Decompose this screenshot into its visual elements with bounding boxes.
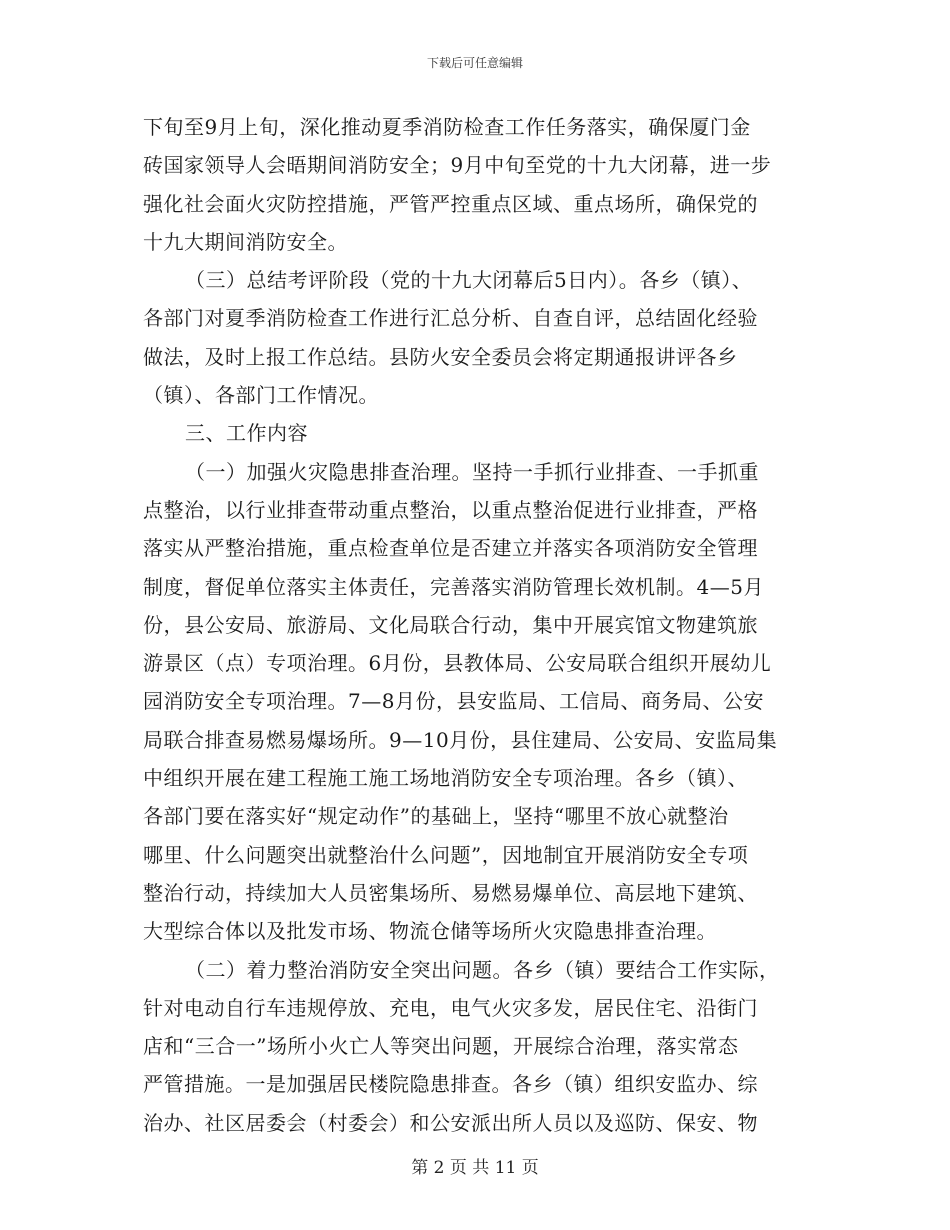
text-line: 点整治，以行业排查带动重点整治，以重点整治促进行业排查，严格	[143, 497, 758, 522]
text-line: 各部门要在落实好“规定动作”的基础上，坚持“哪里不放心就整治	[143, 804, 729, 829]
text-line: （镇）、各部门工作情况。	[143, 383, 379, 408]
text-line: 哪里、什么问题突出就整治什么问题”，因地制宜开展消防安全专项	[143, 842, 749, 867]
text-line: 中组织开展在建工程施工施工场地消防安全专项治理。各乡（镇）、	[143, 766, 748, 791]
text-line: 落实从严整治措施，重点检查单位是否建立并落实各项消防安全管理	[143, 536, 758, 561]
text-line: （二）着力整治消防安全突出问题。各乡（镇）要结合工作实际，	[185, 957, 780, 982]
text-line: 针对电动自行车违规停放、充电，电气火灾多发，居民住宅、沿街门	[143, 995, 758, 1020]
text-line: 游景区（点）专项治理。6月份，县教体局、公安局联合组织开展幼儿	[143, 651, 772, 676]
text-line: 园消防安全专项治理。7—8月份，县安监局、工信局、商务局、公安	[143, 689, 764, 714]
text-line: 做法，及时上报工作总结。县防火安全委员会将定期通报讲评各乡	[143, 344, 738, 369]
text-line: （一）加强火灾隐患排查治理。坚持一手抓行业排查、一手抓重	[185, 459, 759, 484]
text-line: 局联合排查易燃易爆场所。9—10月份，县住建局、公安局、安监局集	[143, 727, 778, 752]
text-line: 大型综合体以及批发市场、物流仓储等场所火灾隐患排查治理。	[143, 919, 717, 944]
document-body	[143, 108, 808, 1142]
text-line: 治办、社区居委会（村委会）和公安派出所人员以及巡防、保安、物	[143, 1110, 758, 1135]
text-line: （三）总结考评阶段（党的十九大闭幕后5日内）。各乡（镇）、	[185, 268, 753, 293]
text-line: 各部门对夏季消防检查工作进行汇总分析、自查自评，总结固化经验	[143, 306, 758, 331]
page-header: 下载后可任意编辑	[426, 56, 523, 70]
page-number: 第 2 页 共 11 页	[411, 1158, 539, 1178]
text-line: 十九大期间消防安全。	[143, 229, 348, 254]
text-line: 砖国家领导人会晤期间消防安全；9月中旬至党的十九大闭幕，进一步	[143, 153, 772, 178]
text-line: 强化社会面火灾防控措施，严管严控重点区域、重点场所，确保党的	[143, 191, 758, 216]
text-line: 制度，督促单位落实主体责任，完善落实消防管理长效机制。4—5月	[143, 574, 764, 599]
section-heading: 三、工作内容	[185, 421, 308, 446]
text-line: 下旬至9月上旬，深化推动夏季消防检查工作任务落实，确保厦门金	[143, 115, 751, 139]
text-line: 整治行动，持续加大人员密集场所、易燃易爆单位、高层地下建筑、	[143, 880, 758, 905]
text-line: 店和“三合一”场所小火亡人等突出问题，开展综合治理，落实常态	[143, 1034, 739, 1059]
text-line: 份，县公安局、旅游局、文化局联合行动，集中开展宾馆文物建筑旅	[143, 612, 758, 637]
text-line: 严管措施。一是加强居民楼院隐患排查。各乡（镇）组织安监办、综	[143, 1072, 758, 1097]
